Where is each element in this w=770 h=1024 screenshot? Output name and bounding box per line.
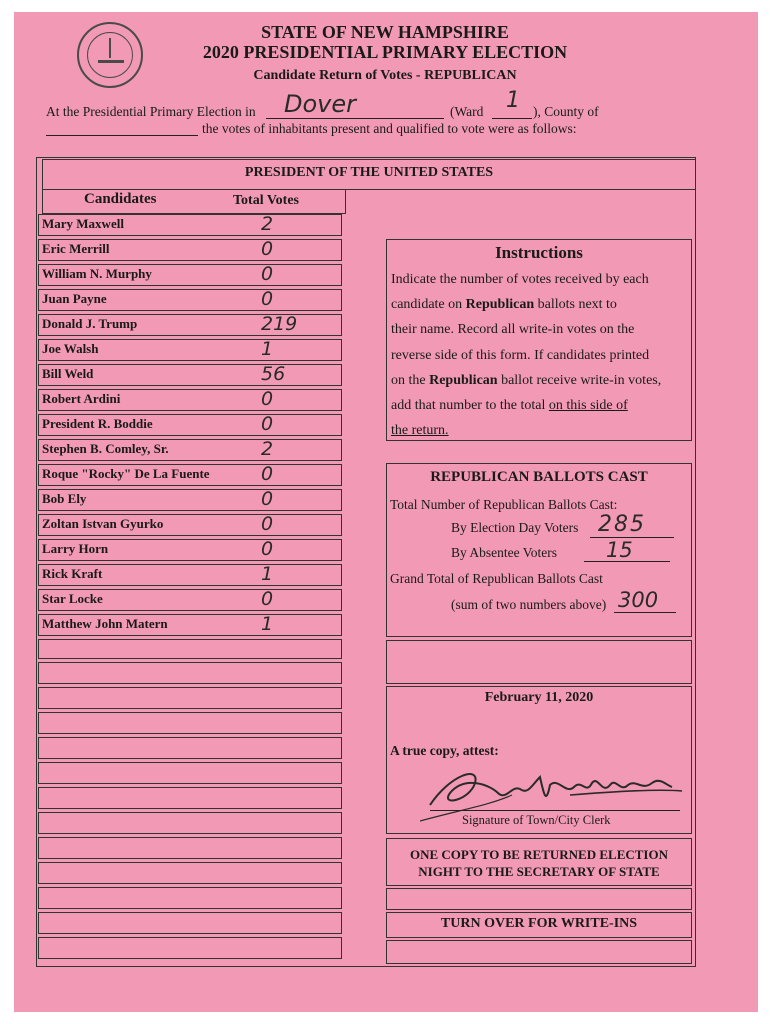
town-line <box>266 118 444 119</box>
empty-box <box>386 888 692 910</box>
table-row <box>38 564 342 586</box>
instructions-line: the return. <box>391 423 449 438</box>
instructions-title: Instructions <box>495 243 583 262</box>
table-row <box>38 339 342 361</box>
candidate-votes: 219 <box>261 313 298 335</box>
candidate-name: Robert Ardini <box>42 391 121 406</box>
empty-box <box>386 640 692 684</box>
form-subtitle: Candidate Return of Votes - REPUBLICAN <box>253 68 517 83</box>
empty-row <box>38 812 342 834</box>
instructions-underlined: on this side of <box>548 398 628 413</box>
instructions-text: add that number to the total <box>391 398 549 413</box>
instructions-line <box>391 368 661 394</box>
empty-row <box>38 912 342 934</box>
candidate-name: Juan Payne <box>42 291 107 306</box>
return-notice-line2: NIGHT TO THE SECRETARY OF STATE <box>418 864 660 879</box>
candidate-votes: 1 <box>261 338 274 360</box>
candidate-name: Donald J. Trump <box>42 316 138 331</box>
candidate-name: Zoltan Istvan Gyurko <box>42 516 164 531</box>
empty-row <box>38 737 342 759</box>
empty-row <box>38 837 342 859</box>
ward-prefix: (Ward <box>450 104 484 119</box>
candidate-name: Matthew John Matern <box>42 616 168 631</box>
table-row <box>38 439 342 461</box>
candidate-name: Larry Horn <box>42 541 109 556</box>
sum-label: (sum of two numbers above) <box>451 597 607 612</box>
candidate-votes: 1 <box>261 563 274 585</box>
table-row <box>38 314 342 336</box>
col-total-votes: Total Votes <box>233 193 300 208</box>
true-copy-label: A true copy, attest: <box>390 743 499 758</box>
ward-line <box>492 118 532 119</box>
table-row <box>38 364 342 386</box>
preamble-prefix: At the Presidential Primary Election in <box>46 104 256 119</box>
candidate-name: Bob Ely <box>42 491 87 506</box>
table-row <box>38 614 342 636</box>
section-title: PRESIDENT OF THE UNITED STATES <box>244 165 494 180</box>
absentee-value: 15 <box>606 538 633 562</box>
grand-total-label: Grand Total of Republican Ballots Cast <box>390 571 603 586</box>
election-day-value: 285 <box>598 512 646 537</box>
total-ballots-label: Total Number of Republican Ballots Cast: <box>390 497 618 512</box>
instructions-text: ballot receive write-in votes, <box>497 373 662 388</box>
candidate-votes: 0 <box>261 238 274 260</box>
candidate-name: William N. Murphy <box>42 266 152 281</box>
ballots-cast-title: REPUBLICAN BALLOTS CAST <box>430 469 648 485</box>
form-title-state: STATE OF NEW HAMPSHIRE <box>261 22 509 42</box>
signature-caption: Signature of Town/City Clerk <box>462 813 611 827</box>
grand-total-line <box>614 612 676 613</box>
candidate-votes: 0 <box>261 263 274 285</box>
empty-row <box>38 937 342 959</box>
empty-box <box>386 940 692 964</box>
empty-row <box>38 887 342 909</box>
table-row <box>38 239 342 261</box>
col-candidates: Candidates <box>84 191 157 207</box>
form-title-election: 2020 PRESIDENTIAL PRIMARY ELECTION <box>202 42 568 62</box>
instructions-text: ballots next to <box>534 297 617 312</box>
attestation-date: February 11, 2020 <box>484 690 594 705</box>
turn-over-notice: TURN OVER FOR WRITE-INS <box>440 916 638 931</box>
empty-row <box>38 762 342 784</box>
empty-row <box>38 787 342 809</box>
table-row <box>38 289 342 311</box>
candidate-votes: 56 <box>261 363 286 385</box>
candidate-name: Rick Kraft <box>42 566 103 581</box>
table-row <box>38 414 342 436</box>
absentee-label: By Absentee Voters <box>451 545 557 560</box>
instructions-text: candidate on <box>391 297 466 312</box>
candidate-votes: 2 <box>261 438 274 460</box>
county-label: ), County of <box>533 104 599 119</box>
table-row <box>38 264 342 286</box>
table-row <box>38 389 342 411</box>
candidate-votes: 0 <box>261 588 274 610</box>
table-row <box>38 514 342 536</box>
candidate-votes: 0 <box>261 288 274 310</box>
instructions-line <box>391 393 628 419</box>
table-row <box>38 589 342 611</box>
candidate-name: Mary Maxwell <box>42 216 124 231</box>
candidate-name: Star Locke <box>42 591 103 606</box>
empty-row <box>38 712 342 734</box>
table-row <box>38 489 342 511</box>
candidate-name: Stephen B. Comley, Sr. <box>42 441 169 456</box>
candidate-votes: 0 <box>261 513 274 535</box>
preamble-line2: the votes of inhabitants present and qualified to vote were as follows: <box>202 121 577 136</box>
candidate-votes: 1 <box>261 613 274 635</box>
return-notice-line1: ONE COPY TO BE RETURNED ELECTION <box>409 847 668 862</box>
candidate-votes: 0 <box>261 488 274 510</box>
candidate-votes: 0 <box>261 463 274 485</box>
instructions-emphasis: Republican <box>429 373 498 388</box>
empty-row <box>38 639 342 659</box>
candidate-name: Bill Weld <box>42 366 94 381</box>
instructions-line: reverse side of this form. If candidates printed <box>391 348 650 363</box>
town-value: Dover <box>284 90 356 118</box>
empty-row <box>38 862 342 884</box>
table-row <box>38 539 342 561</box>
instructions-line <box>391 292 617 318</box>
election-day-label: By Election Day Voters <box>451 520 579 535</box>
county-line <box>46 135 198 136</box>
empty-row <box>38 662 342 684</box>
grand-total-value: 300 <box>618 588 659 612</box>
candidate-votes: 0 <box>261 538 274 560</box>
candidate-name: Eric Merrill <box>42 241 110 256</box>
candidate-votes: 2 <box>261 213 274 235</box>
candidate-name: Roque "Rocky" De La Fuente <box>42 466 210 481</box>
candidate-name: President R. Boddie <box>42 416 153 431</box>
candidate-votes: 0 <box>261 388 274 410</box>
instructions-text: on the <box>391 373 430 388</box>
table-row <box>38 214 342 236</box>
instructions-emphasis: Republican <box>465 297 535 312</box>
ward-value: 1 <box>506 88 520 113</box>
candidate-name: Joe Walsh <box>42 341 99 356</box>
instructions-line: Indicate the number of votes received by each <box>391 272 649 287</box>
candidate-votes: 0 <box>261 413 274 435</box>
table-row <box>38 464 342 486</box>
empty-row <box>38 687 342 709</box>
instructions-line: their name. Record all write-in votes on the <box>391 322 635 337</box>
signature-line <box>430 810 680 811</box>
